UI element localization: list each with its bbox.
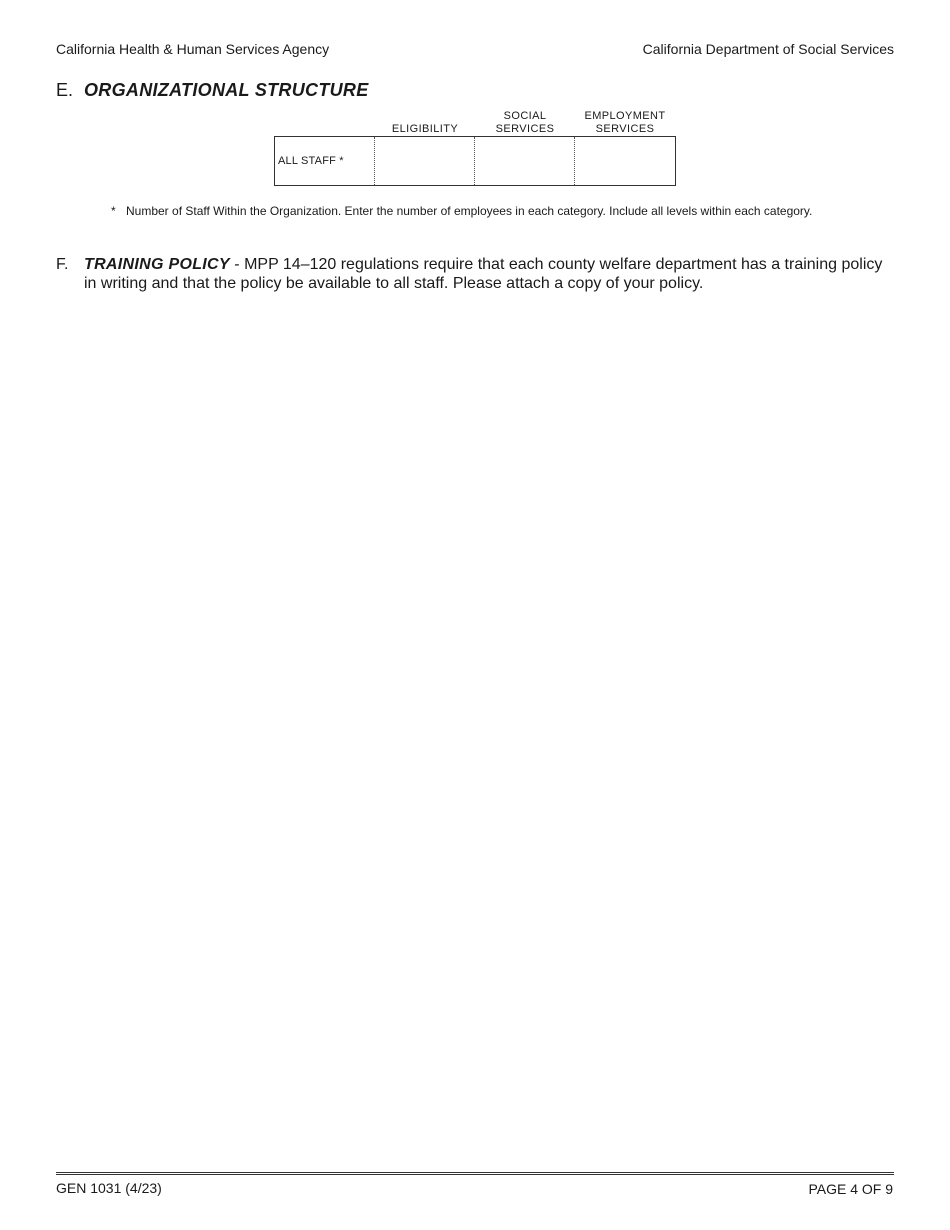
row-label-all-staff: ALL STAFF * [275,137,375,185]
column-header-social-services [475,110,575,136]
column-header-line2: SERVICES [595,123,655,135]
header-agency: California Health & Human Services Agency [56,41,330,57]
column-header-employment-services [575,110,675,136]
section-f-text: - MPP 14–120 regulations require that each county welfare department has a training policy in writing and that the policy be available to all staff. Please attach a copy of your policy. [84,256,883,292]
section-f-letter: F. [56,256,69,273]
eligibility-cell [375,137,475,185]
section-e-letter: E. [56,80,74,100]
column-header-line1: EMPLOYMENT [584,110,666,122]
section-f-training-policy [56,255,896,293]
footer-form-id: GEN 1031 (4/23) [56,1180,162,1196]
section-f-body [56,255,896,293]
section-e-title: ORGANIZATIONAL STRUCTURE [84,80,369,100]
column-header-line2: ELIGIBILITY [391,123,459,135]
employment-services-staff-input[interactable] [575,137,675,185]
column-header-line1: SOCIAL [503,110,547,122]
staff-footnote [111,204,831,219]
section-e-heading [56,80,369,101]
column-header-eligibility [375,110,475,136]
eligibility-staff-input[interactable] [375,137,474,185]
employment-services-cell [575,137,675,185]
footnote-text: Number of Staff Within the Organization. Enter the number of employees in each category. Include all levels within each category. [126,204,813,218]
social-services-staff-input[interactable] [475,137,574,185]
footer-divider [56,1172,894,1175]
social-services-cell [475,137,575,185]
column-header-line2: SERVICES [495,123,555,135]
column-header-line1 [375,110,475,123]
footer-page-number: PAGE 4 OF 9 [808,1181,893,1197]
header-department: California Department of Social Services [642,41,894,57]
footnote-marker: * [111,204,116,218]
section-f-title: TRAINING POLICY [84,256,230,273]
staff-count-table [274,136,676,186]
